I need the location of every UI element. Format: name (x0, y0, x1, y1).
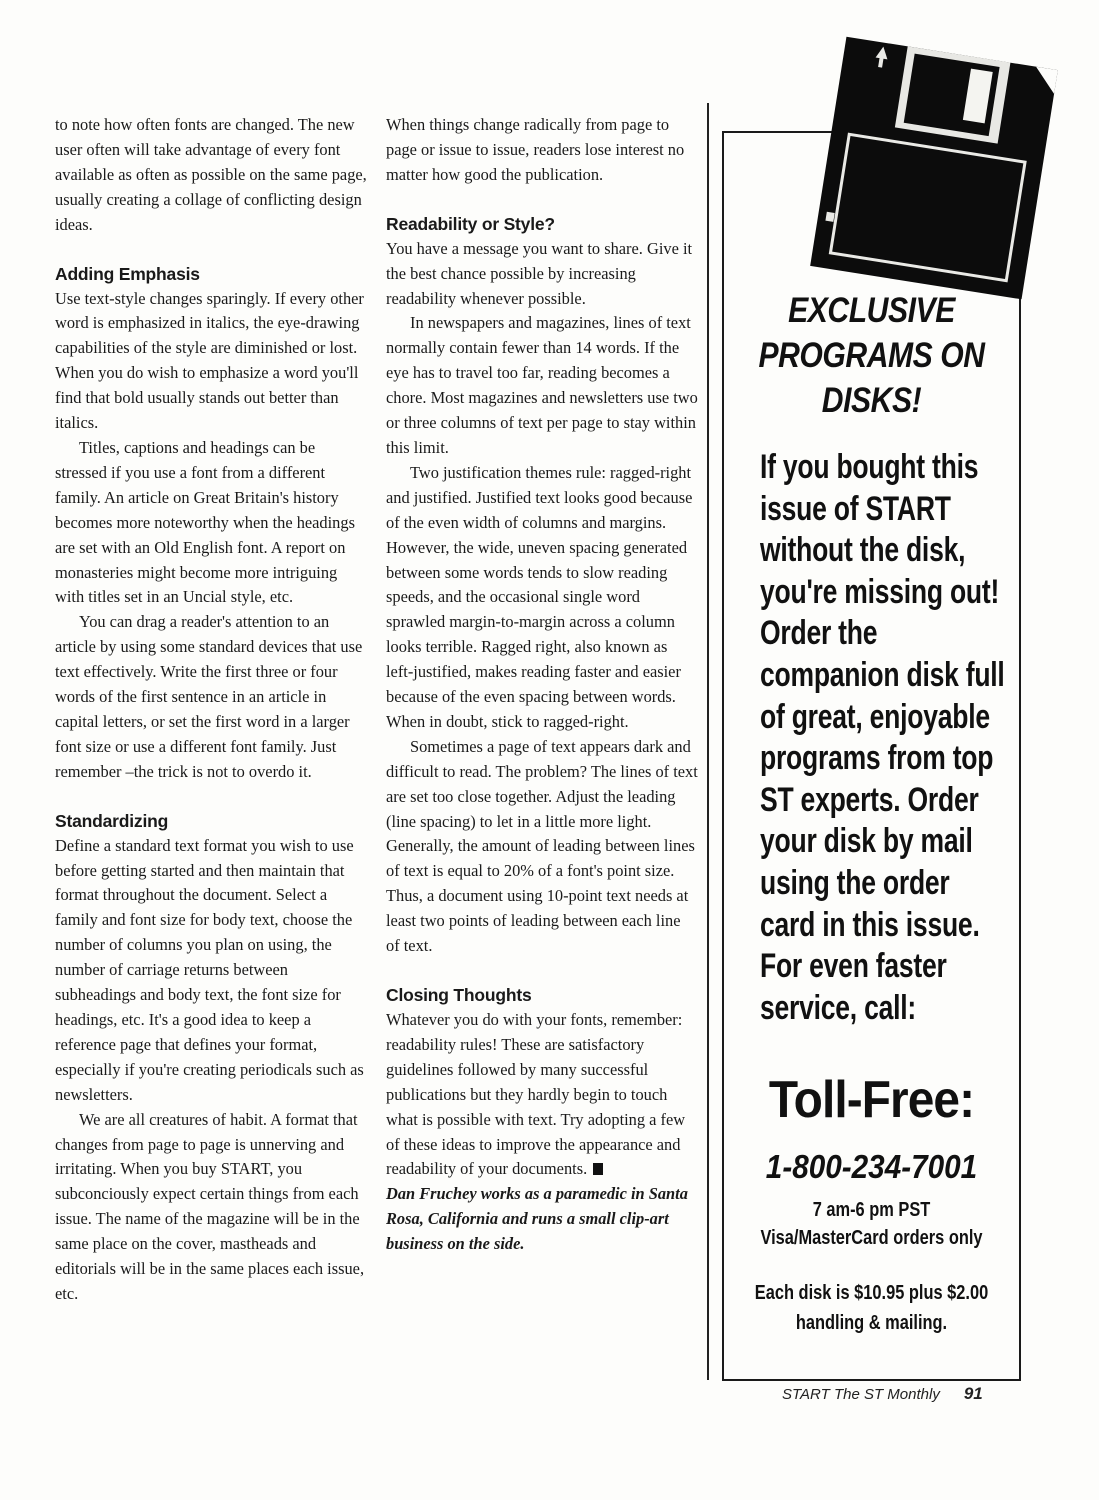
article-column-2 (386, 113, 698, 1257)
author-bio: Dan Fruchey works as a paramedic in Santa Rosa, California and runs a small clip-art business on the side. (386, 1184, 688, 1254)
column-divider (707, 103, 709, 1380)
magazine-name: START The ST Monthly (782, 1386, 940, 1403)
paragraph: Sometimes a page of text appears dark and difficult to read. The problem? The lines of text are set too close together. Adjust the leading (line spacing) to let in a little more light. Generally, the amount of leading between lines of text is equal to 20% of a font's point size. Thus, a document using 10-point text needs at least two points of leading between each line of text. (386, 736, 698, 956)
ad-price: Each disk is $10.95 plus $2.00 handling & mailing. (754, 1282, 989, 1334)
paragraph: Titles, captions and headings can be stressed if you use a font from a different family. An article on Great Britain's history becomes more noteworthy when the headings are set with an Old English font. A report on monasteries might become more intriguing with titles set in an Uncial style, etc. (55, 437, 355, 607)
article-column-1 (55, 113, 367, 1307)
ad-headline: EXCLUSIVE PROGRAMS ON DISKS! (758, 291, 985, 420)
subheading-standardizing: Standardizing (55, 810, 169, 831)
paragraph: Two justification themes rule: ragged-right and justified. Justified text looks good because of the even width of columns and margins. However, the wide, uneven spacing generated between some words tends to slow reading speeds, and the occasional single word sprawled margin-to-margin across a column looks terrible. Ragged right, also known as left-justified, makes reading faster and easier because of the even spacing between words. When in doubt, stick to ragged-right. (386, 462, 693, 731)
paragraph: to note how often fonts are changed. The new user often will take advantage of every font available as often as possible on the same page, usually creating a collage of conflicting design ideas. (55, 115, 367, 234)
paragraph: Define a standard text format you wish to use before getting started and then maintain that format throughout the document. Select a family and font size for body text, choose the number of columns you plan on using, the number of carriage returns between subheadings and body text, the font size for headings, etc. It's a good idea to keep a reference page that defines your format, especially if you're creating periodicals such as newsletters. (55, 835, 364, 1104)
ad-toll-free: Toll-Free: (768, 1071, 975, 1129)
ad-hours: 7 am-6 pm PST Visa/MasterCard orders only (760, 1199, 983, 1249)
paragraph (386, 1008, 698, 1182)
subheading-closing-thoughts: Closing Thoughts (386, 985, 532, 1005)
ad-body-text: If you bought this issue of START without the disk, you're missing out! Order the companion disk full of great, enjoyable programs from top ST experts. Order your disk by mail using the order card in this issue. For even faster service, call: (760, 448, 1005, 1027)
subheading-readability: Readability or Style? (386, 213, 555, 234)
paragraph: We are all creatures of habit. A format that changes from page to page is unnerving and irritating. When you buy START, you subconciously expect certain things from each issue. The name of the magazine will be in the same place on the cover, mastheads and editorials will be in the same places each issue, etc. (55, 1109, 365, 1303)
paragraph: You can drag a reader's attention to an article by using some standard devices that use text effectively. Write the first three or four words of the first sentence in an article in capital letters, or set the first word in a larger font size or use a different font family. Just remember –the trick is not to overdo it. (55, 612, 363, 781)
end-mark-icon (593, 1163, 603, 1175)
paragraph: When things change radically from page to page or issue to issue, readers lose interest no matter how good the publication. (386, 115, 685, 184)
paragraph: You have a message you want to share. Give it the best chance possible by increasing readability whenever possible. (386, 238, 693, 308)
page-number: 91 (963, 1384, 983, 1403)
closing-paragraph-text: Whatever you do with your fonts, remember: readability rules! These are satisfactory guidelines followed by many successful publications but they hardly begin to touch what is possible with text. Try adopting a few of these ideas to improve the appearance and readability of your documents. (386, 1010, 686, 1179)
floppy-disk-icon (805, 32, 1063, 304)
subheading-adding-emphasis: Adding Emphasis (55, 263, 200, 284)
page-footer (782, 1384, 983, 1404)
ad-phone-number[interactable]: 1-800-234-7001 (765, 1148, 978, 1185)
paragraph: Use text-style changes sparingly. If every other word is emphasized in italics, the eye-drawing capabilities of the style are diminished or lost. When you do wish to emphasize a word you'll find that bold usually stands out better than italics. (55, 288, 364, 433)
paragraph: In newspapers and magazines, lines of text normally contain fewer than 14 words. If the eye has to travel too far, reading becomes a chore. Most magazines and newsletters use two or three columns of text per page to stay within this limit. (386, 313, 698, 457)
